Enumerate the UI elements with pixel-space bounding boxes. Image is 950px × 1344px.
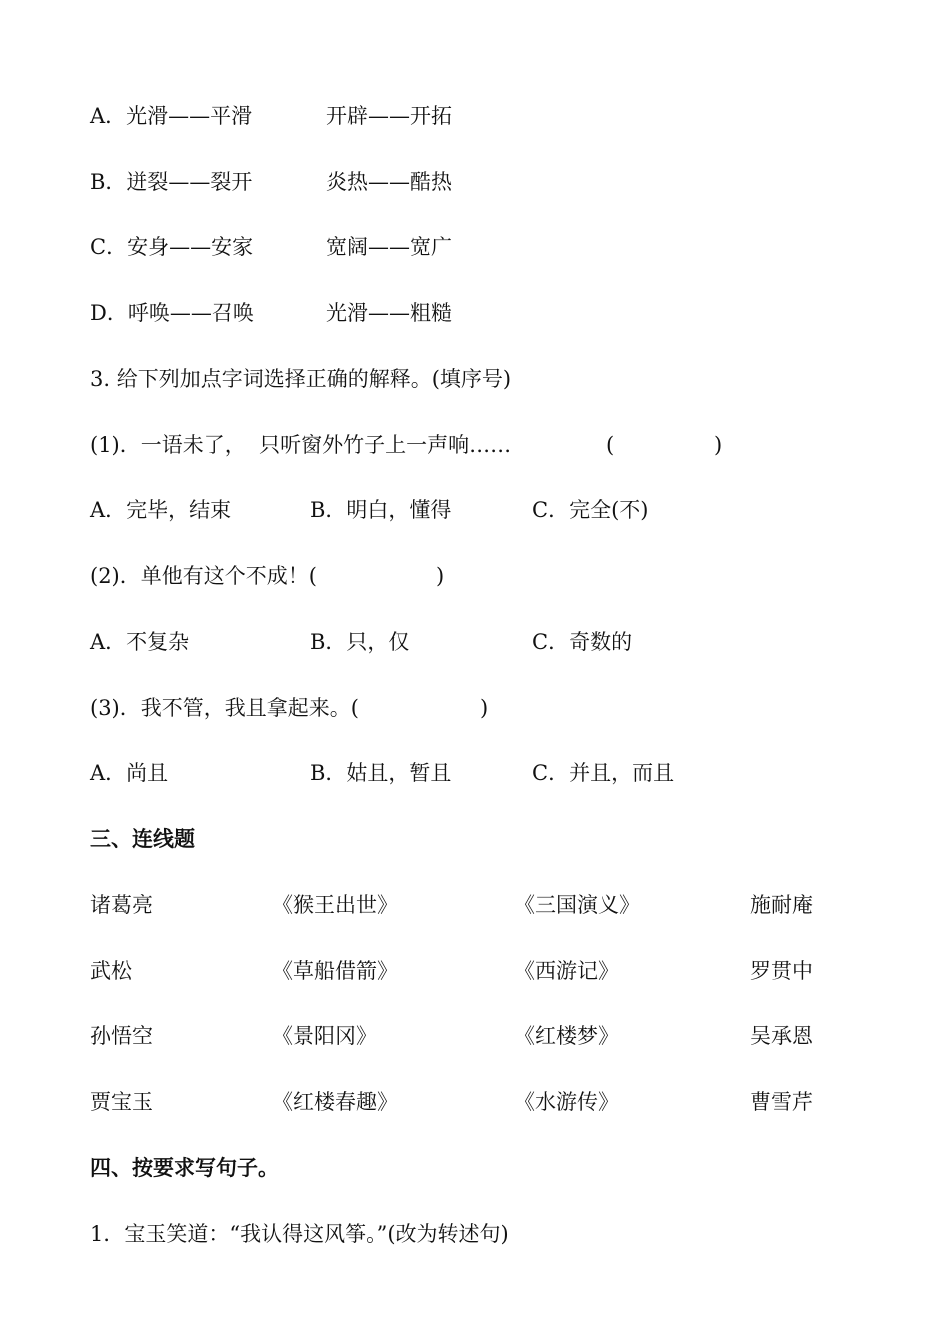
match-excerpt: 《草船借箭》 — [272, 959, 398, 983]
match-excerpt: 《红楼春趣》 — [272, 1090, 398, 1114]
choice-c: C．完全(不) — [532, 498, 649, 522]
match-character: 孙悟空 — [90, 1024, 153, 1048]
item-stem: (1)．一语未了， 只听窗外竹子上一声响…… — [90, 433, 512, 457]
choice-c: C．奇数的 — [532, 630, 633, 654]
match-author: 吴承恩 — [750, 1024, 813, 1048]
option-pair: 宽阔——宽广 — [326, 235, 452, 259]
choice-b: B．姑且，暂且 — [310, 761, 452, 785]
answer-paren-close: ) — [480, 696, 489, 720]
match-novel: 《红楼梦》 — [514, 1024, 619, 1048]
option-label: C．安身——安家 — [90, 235, 254, 259]
choice-a: A．尚且 — [90, 761, 169, 785]
match-novel: 《西游记》 — [514, 959, 619, 983]
match-character: 贾宝玉 — [90, 1090, 153, 1114]
choice-b: B．只，仅 — [310, 630, 410, 654]
match-novel: 《三国演义》 — [514, 893, 640, 917]
choice-a: A．完毕，结束 — [90, 498, 232, 522]
answer-paren-close: ) — [436, 564, 445, 588]
section4-question-1: 1．宝玉笑道：“我认得这风筝。”(改为转述句) — [90, 1222, 509, 1246]
choice-c: C．并且，而且 — [532, 761, 675, 785]
section4-heading: 四、按要求写句子。 — [90, 1156, 279, 1180]
section3-heading: 三、连线题 — [90, 827, 195, 851]
match-excerpt: 《景阳冈》 — [272, 1024, 377, 1048]
match-author: 施耐庵 — [750, 893, 813, 917]
choice-b: B．明白，懂得 — [310, 498, 452, 522]
answer-paren-close: ) — [714, 433, 723, 457]
answer-paren-open: ( — [606, 433, 615, 457]
item-stem: (3)．我不管，我且拿起来。( — [90, 696, 359, 720]
option-label: D．呼唤——召唤 — [90, 301, 254, 325]
match-character: 诸葛亮 — [90, 893, 153, 917]
option-pair: 光滑——粗糙 — [326, 301, 452, 325]
item-stem: (2)．单他有这个不成！( — [90, 564, 317, 588]
match-author: 曹雪芹 — [750, 1090, 813, 1114]
option-label: A．光滑——平滑 — [90, 104, 253, 128]
option-pair: 开辟——开拓 — [326, 104, 452, 128]
choice-a: A．不复杂 — [90, 630, 190, 654]
match-excerpt: 《猴王出世》 — [272, 893, 398, 917]
q3-title: 3. 给下列加点字词选择正确的解释。(填序号) — [90, 367, 512, 391]
option-pair: 炎热——酷热 — [326, 170, 452, 194]
option-label: B．迸裂——裂开 — [90, 170, 253, 194]
match-novel: 《水游传》 — [514, 1090, 619, 1114]
match-author: 罗贯中 — [750, 959, 813, 983]
match-character: 武松 — [90, 959, 132, 983]
